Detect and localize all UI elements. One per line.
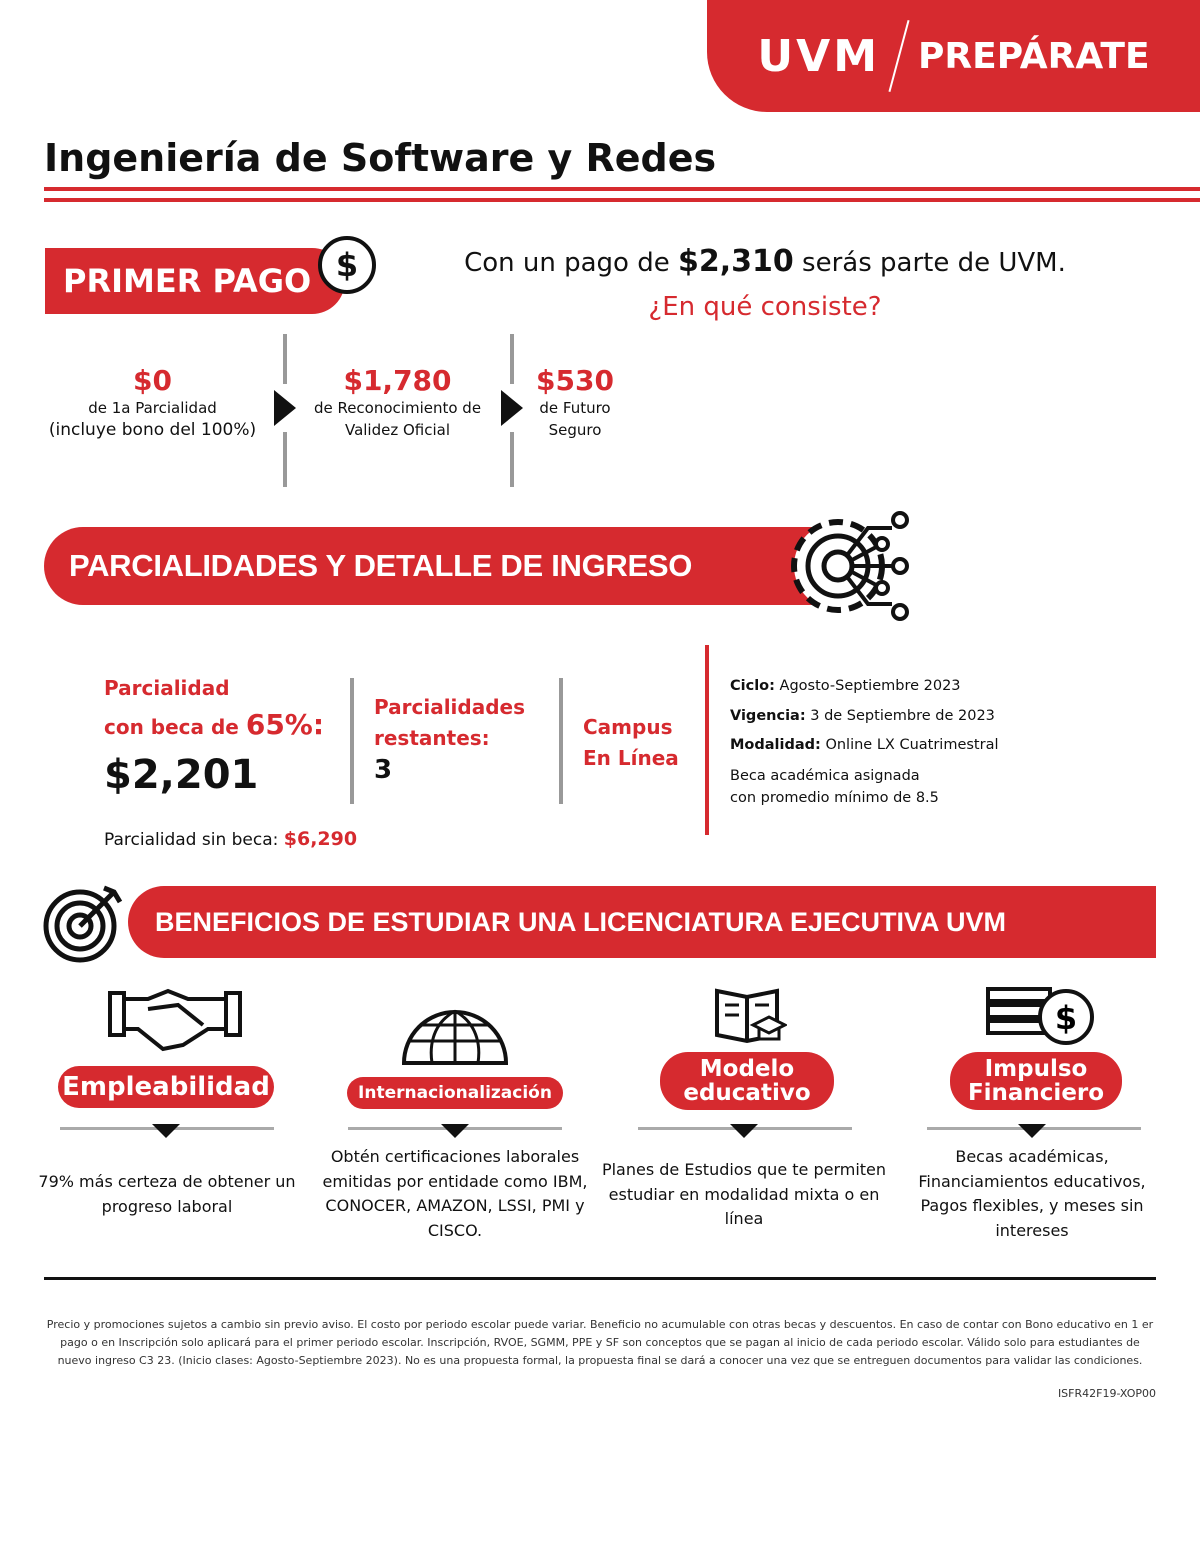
sin-beca: Parcialidad sin beca: $6,290 <box>104 828 358 850</box>
benefit-title: Modelo educativo <box>660 1052 834 1110</box>
disclaimer: Precio y promociones sujetos a cambio sin previo aviso. El costo por periodo escolar puede variar. Beneficio no acumulable con otras becas y descuentos. En caso de contar con Bono educativo en 1 er pago o en Inscripción solo aplicará para el primer periodo escolar. Inscripción, RVOE, SGMM, PPE y SF son conceptos que se pagan al inicio de cada periodo escolar. Válido solo para estudiantes de nuevo ingreso C3 23. (Inicio clases: Agosto-Septiembre 2023). No es una propuesta formal, la propuesta final se dará a conocer una vez que se entreguen documentos para validar las condiciones. <box>46 1318 1154 1367</box>
divider <box>283 334 287 384</box>
beca-label: con beca de 65%: <box>104 708 325 741</box>
benefit-title: Empleabilidad <box>58 1066 274 1108</box>
arrow-down-icon <box>730 1124 758 1138</box>
arrow-right-icon <box>501 390 523 426</box>
handshake-icon <box>108 985 242 1055</box>
benefit-title: Internacionalización <box>347 1077 563 1109</box>
payment-item: $530 de Futuro Seguro <box>536 364 614 439</box>
gear-circuit-icon <box>788 508 914 626</box>
divider <box>44 198 1200 202</box>
divider <box>510 334 514 384</box>
book-graduation-icon <box>713 985 787 1049</box>
payment-lead: Con un pago de $2,310 serás parte de UVM. <box>464 244 1066 279</box>
target-icon <box>42 882 126 964</box>
campus-label: Campus En Línea <box>583 715 679 770</box>
info-panel: Ciclo: Agosto-Septiembre 2023 Vigencia: 3 de Septiembre de 2023 Modalidad: Online LX Cuatrimestral Beca académica asignada con promedio mínimo de 8.5 <box>730 678 999 806</box>
arrow-down-icon <box>441 1124 469 1138</box>
benefit-text: Becas académicas, Financiamientos educativos, Pagos flexibles, y meses sin intereses <box>918 1147 1146 1240</box>
divider <box>510 432 514 487</box>
restantes-label: Parcialidades restantes: <box>374 695 525 750</box>
benefit-text: Obtén certificaciones laborales emitidas por entidade como IBM, CONOCER, AMAZON, LSSI, PMI y CISCO. <box>322 1147 588 1240</box>
beneficios-heading: BENEFICIOS DE ESTUDIAR UNA LICENCIATURA EJECUTIVA UVM <box>128 886 1156 958</box>
arrow-down-icon <box>1018 1124 1046 1138</box>
document-code: ISFR42F19-XOP00 <box>1057 1387 1156 1400</box>
arrow-down-icon <box>152 1124 180 1138</box>
dollar-icon: $ <box>318 236 376 294</box>
svg-text:$: $ <box>1054 999 1078 1037</box>
divider <box>350 678 354 804</box>
header-banner <box>707 0 1200 112</box>
divider <box>888 20 909 92</box>
question-link[interactable]: ¿En qué consiste? <box>648 292 882 322</box>
tagline: PREPÁRATE <box>918 35 1150 77</box>
payment-item: $1,780 de Reconocimiento de Validez Oficial <box>313 364 482 439</box>
money-icon <box>984 985 1096 1047</box>
globe-icon <box>400 1005 510 1065</box>
benefit-title: Impulso Financiero <box>950 1052 1122 1110</box>
page-title: Ingeniería de Software y Redes <box>44 136 717 180</box>
benefit-text: 79% más certeza de obtener un progreso laboral <box>38 1172 296 1216</box>
primer-pago-heading: PRIMER PAGO <box>45 248 345 314</box>
parcialidades-heading: PARCIALIDADES Y DETALLE DE INGRESO <box>44 527 834 605</box>
divider <box>44 187 1200 191</box>
payment-item: $0 de 1a Parcialidad (incluye bono del 100%) <box>48 364 257 440</box>
restantes-value: 3 <box>374 755 393 785</box>
divider <box>44 1277 1156 1280</box>
benefit-text: Planes de Estudios que te permiten estudiar en modalidad mixta o en línea <box>601 1160 887 1228</box>
beca-label: Parcialidad <box>104 676 230 700</box>
arrow-right-icon <box>274 390 296 426</box>
uvm-logo: UVM <box>757 30 880 82</box>
divider <box>283 432 287 487</box>
divider <box>559 678 563 804</box>
beca-amount: $2,201 <box>104 752 259 798</box>
divider <box>705 645 709 835</box>
